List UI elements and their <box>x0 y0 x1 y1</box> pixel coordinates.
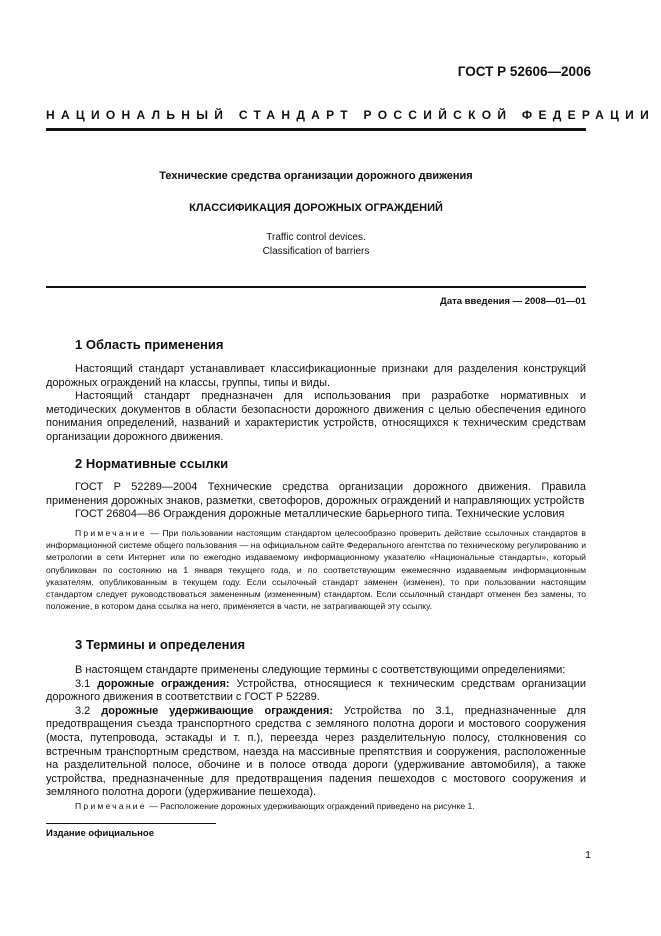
term-3-2-name: дорожные удерживающие ограждения: <box>101 704 333 717</box>
english-title-line2: Classification of barriers <box>262 246 370 257</box>
reference-gost-26804: ГОСТ 26804—86 Ограждения дорожные металлические барьерного типа. Технические условия <box>75 508 565 521</box>
document-subtitle: Технические средства организации дорожного движения <box>159 170 473 182</box>
section-1-paragraph-2: Настоящий стандарт предназначен для использования при разработке нормативных и методических документов в области безопасности дорожного движения с целью обеспечения единого понимания определений, названий и характеристик устройств, относящихся к техническим средствам организации дорожного движения. <box>46 390 586 443</box>
english-title <box>46 231 586 259</box>
gost-number: ГОСТ Р 52606—2006 <box>457 64 591 79</box>
official-edition-label: Издание официальное <box>46 828 154 839</box>
section-2-body <box>46 481 586 522</box>
term-3-2-number: 3.2 <box>75 704 102 717</box>
term-3-1 <box>46 678 586 705</box>
term-3-1-number: 3.1 <box>75 677 98 690</box>
header-rule <box>46 128 586 131</box>
note-text: — При пользовании настоящим стандартом целесообразно проверить действие ссылочных стандартов в информационной системе общего пользования — на официальном сайте Федерального агентства по техническому регулированию и метрологии в сети Интернет или по ежегодно издаваемому информационному указателю «Национальные стандарты», который опубликован по состоянию на 1 января текущего года, и по соответствующим ежемесячно издаваемым информационным указателям, опубликованным в текущем году. Если ссылочный стандарт заменен (изменен), то при пользовании настоящим стандартом следует руководствоваться замененным (измененным) стандартом. Если ссылочный стандарт отменен без замены, то положение, в котором дана ссылка на него, применяется в части, не затрагивающей эту ссылку. <box>46 528 586 612</box>
note-label: Примечание <box>75 801 147 811</box>
term-3-2-definition: Устройства по 3.1, предназначенные для предотвращения съезда транспортного средства с земляного полотна дороги и мостового сооружения (моста, путепровода, эстакады и т. п.), переезда через разделительную полосу, столкновения со встречным транспортным средством, наезда на массивные препятствия и сооружения, расположенные на разделительной полосе, обочине и в полосе отвода дороги (удерживание автомобиля), а также устройства, предназначенные для предотвращения падения пешеходов с мостового сооружения и земляного полотна дороги (удерживание пешехода). <box>46 704 586 799</box>
note-text: — Расположение дорожных удерживающих ограждений приведено на рисунке 1. <box>146 801 475 811</box>
note-label: Примечание <box>75 528 147 538</box>
term-3-2 <box>46 705 586 800</box>
reference-gost-52289: ГОСТ Р 52289—2004 Технические средства организации дорожного движения. Правила применения дорожных знаков, разметки, светофоров, дорожных ограждений и направляющих устройств <box>46 481 586 507</box>
english-title-line1: Traffic control devices. <box>266 232 366 243</box>
term-3-1-definition: Устройства, относящиеся к техническим средствам организации дорожного движения в соответствии с ГОСТ Р 52289. <box>46 677 586 704</box>
section-3-heading: 3 Термины и определения <box>75 637 246 652</box>
section-1-body <box>46 363 586 445</box>
section-2-heading: 2 Нормативные ссылки <box>75 456 229 471</box>
page-number: 1 <box>585 849 591 861</box>
document-title: КЛАССИФИКАЦИЯ ДОРОЖНЫХ ОГРАЖДЕНИЙ <box>189 202 443 214</box>
term-3-1-name: дорожные ограждения: <box>97 677 230 690</box>
section-3-body <box>46 664 586 800</box>
footer-rule <box>46 823 216 824</box>
section-2-note <box>46 527 586 612</box>
section-3-note <box>46 800 586 812</box>
section-1-heading: 1 Область применения <box>75 337 224 352</box>
section-1-paragraph-1: Настоящий стандарт устанавливает классификационные признаки для разделения конструкций дорожных ограждений на классы, группы, типы и виды. <box>46 363 586 389</box>
introduction-date: Дата введения — 2008—01—01 <box>440 296 586 307</box>
section-3-intro: В настоящем стандарте применены следующие термины с соответствующими определениями: <box>75 664 566 676</box>
title-rule <box>46 286 586 288</box>
national-standard-banner: НАЦИОНАЛЬНЫЙ СТАНДАРТ РОССИЙСКОЙ ФЕДЕРАЦИИ <box>46 108 656 122</box>
